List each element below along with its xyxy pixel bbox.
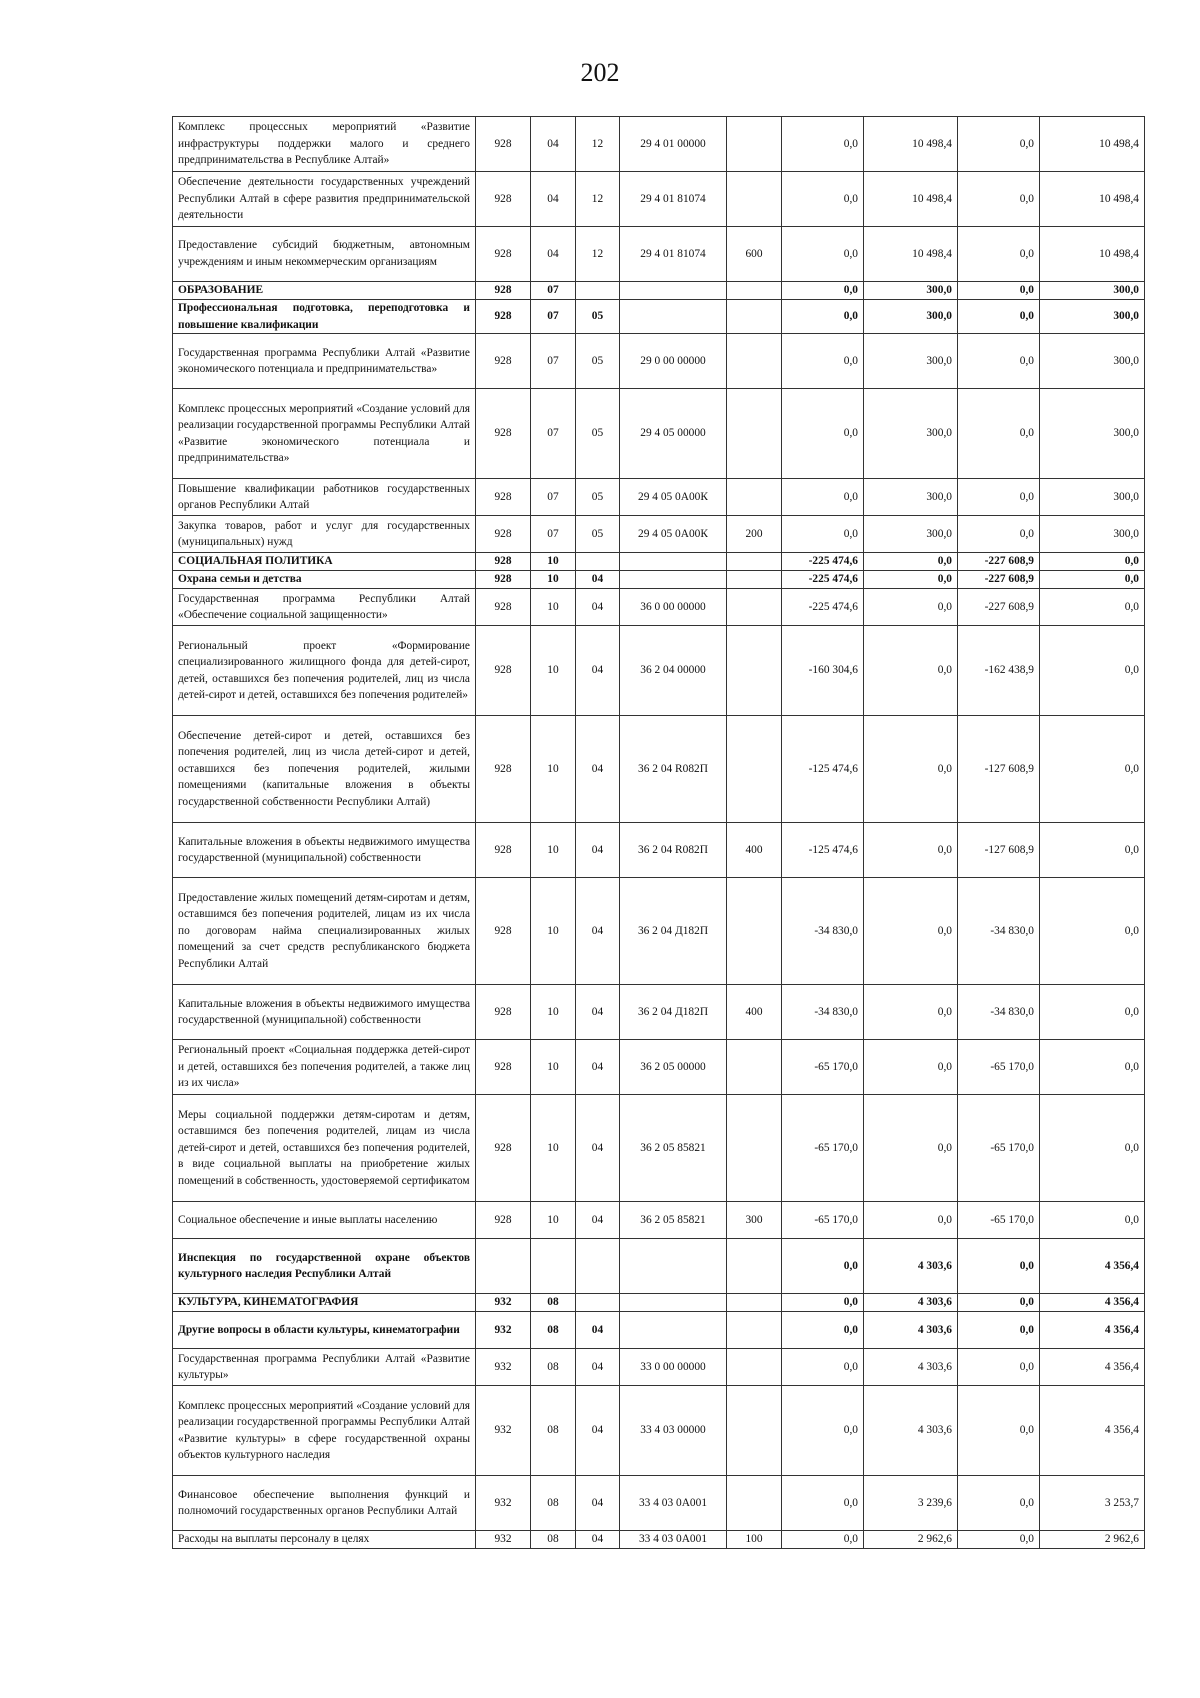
row-amount-4: 0,0 bbox=[1040, 553, 1145, 571]
row-razdel: 08 bbox=[531, 1531, 576, 1549]
row-target-article: 33 4 03 00000 bbox=[620, 1386, 727, 1476]
row-target-article bbox=[620, 1294, 727, 1312]
row-podrazdel: 04 bbox=[576, 716, 620, 823]
row-amount-4: 4 356,4 bbox=[1040, 1312, 1145, 1349]
table-row bbox=[173, 1095, 1145, 1202]
row-expense-type bbox=[727, 878, 782, 985]
row-amount-4: 0,0 bbox=[1040, 589, 1145, 626]
row-razdel: 07 bbox=[531, 300, 576, 334]
row-amount-1: 0,0 bbox=[782, 389, 864, 479]
row-amount-3: -127 608,9 bbox=[958, 823, 1040, 878]
row-target-article bbox=[620, 300, 727, 334]
row-expense-type bbox=[727, 117, 782, 172]
row-glava: 928 bbox=[476, 1202, 531, 1239]
row-expense-type: 600 bbox=[727, 227, 782, 282]
row-expense-type bbox=[727, 334, 782, 389]
row-glava: 928 bbox=[476, 389, 531, 479]
row-glava: 928 bbox=[476, 1095, 531, 1202]
row-razdel: 10 bbox=[531, 553, 576, 571]
row-expense-type bbox=[727, 1040, 782, 1095]
row-amount-3: 0,0 bbox=[958, 1349, 1040, 1386]
row-amount-1: 0,0 bbox=[782, 1294, 864, 1312]
row-amount-4: 300,0 bbox=[1040, 282, 1145, 300]
row-amount-2: 2 962,6 bbox=[864, 1531, 958, 1549]
row-target-article bbox=[620, 282, 727, 300]
row-razdel: 10 bbox=[531, 1202, 576, 1239]
row-podrazdel: 12 bbox=[576, 227, 620, 282]
row-amount-1: 0,0 bbox=[782, 172, 864, 227]
row-razdel: 04 bbox=[531, 172, 576, 227]
row-name: Расходы на выплаты персоналу в целях bbox=[173, 1531, 476, 1549]
row-expense-type: 400 bbox=[727, 823, 782, 878]
row-amount-3: -34 830,0 bbox=[958, 985, 1040, 1040]
row-amount-4: 0,0 bbox=[1040, 823, 1145, 878]
row-name: Предоставление жилых помещений детям-сиротам и детям, оставшимся без попечения родителей, лицам из их числа по договорам найма специализированных жилых помещений за счет средств республиканского бюджета Республики Алтай bbox=[173, 878, 476, 985]
row-glava: 928 bbox=[476, 117, 531, 172]
row-amount-4: 300,0 bbox=[1040, 389, 1145, 479]
table-row bbox=[173, 479, 1145, 516]
row-amount-2: 300,0 bbox=[864, 300, 958, 334]
table-row bbox=[173, 1312, 1145, 1349]
budget-table bbox=[172, 116, 1145, 1549]
row-amount-3: 0,0 bbox=[958, 117, 1040, 172]
row-glava: 928 bbox=[476, 479, 531, 516]
row-podrazdel: 12 bbox=[576, 172, 620, 227]
row-target-article: 29 0 00 00000 bbox=[620, 334, 727, 389]
row-amount-1: 0,0 bbox=[782, 1239, 864, 1294]
row-expense-type bbox=[727, 282, 782, 300]
row-name: Охрана семьи и детства bbox=[173, 571, 476, 589]
row-name: Региональный проект «Формирование специализированного жилищного фонда для детей-сирот, детей, оставшихся без попечения родителей, лиц из числа детей-сирот и детей, оставшихся без попечения родителей» bbox=[173, 626, 476, 716]
row-name: Комплекс процессных мероприятий «Создание условий для реализации государственной программы Республики Алтай «Развитие культуры» в сфере государственной охраны объектов культурного наследия bbox=[173, 1386, 476, 1476]
row-expense-type bbox=[727, 716, 782, 823]
row-amount-2: 10 498,4 bbox=[864, 172, 958, 227]
table-row bbox=[173, 516, 1145, 553]
row-podrazdel: 04 bbox=[576, 626, 620, 716]
row-podrazdel: 04 bbox=[576, 1349, 620, 1386]
row-podrazdel: 04 bbox=[576, 1386, 620, 1476]
row-amount-1: -160 304,6 bbox=[782, 626, 864, 716]
row-amount-1: 0,0 bbox=[782, 282, 864, 300]
row-expense-type bbox=[727, 1294, 782, 1312]
row-expense-type bbox=[727, 571, 782, 589]
row-glava: 932 bbox=[476, 1476, 531, 1531]
row-name: Финансовое обеспечение выполнения функций и полномочий государственных органов Республики Алтай bbox=[173, 1476, 476, 1531]
row-amount-2: 300,0 bbox=[864, 282, 958, 300]
table-row bbox=[173, 334, 1145, 389]
row-podrazdel: 04 bbox=[576, 1095, 620, 1202]
row-name: Государственная программа Республики Алтай «Развитие культуры» bbox=[173, 1349, 476, 1386]
row-target-article: 29 4 05 00000 bbox=[620, 389, 727, 479]
table-row bbox=[173, 227, 1145, 282]
row-amount-3: 0,0 bbox=[958, 1239, 1040, 1294]
row-expense-type bbox=[727, 626, 782, 716]
row-expense-type: 200 bbox=[727, 516, 782, 553]
table-row bbox=[173, 282, 1145, 300]
row-target-article: 36 2 04 Д182П bbox=[620, 878, 727, 985]
row-amount-1: 0,0 bbox=[782, 117, 864, 172]
row-podrazdel: 04 bbox=[576, 1202, 620, 1239]
row-razdel: 08 bbox=[531, 1312, 576, 1349]
row-glava: 928 bbox=[476, 571, 531, 589]
row-name: Другие вопросы в области культуры, кинематографии bbox=[173, 1312, 476, 1349]
row-name: Капитальные вложения в объекты недвижимого имущества государственной (муниципальной) собственности bbox=[173, 985, 476, 1040]
row-name: Повышение квалификации работников государственных органов Республики Алтай bbox=[173, 479, 476, 516]
row-name: СОЦИАЛЬНАЯ ПОЛИТИКА bbox=[173, 553, 476, 571]
row-target-article: 36 2 04 R082П bbox=[620, 716, 727, 823]
row-podrazdel: 04 bbox=[576, 823, 620, 878]
page-number: 202 bbox=[580, 58, 620, 87]
row-name: Региональный проект «Социальная поддержка детей-сирот и детей, оставшихся без попечения родителей, а также лиц из их числа» bbox=[173, 1040, 476, 1095]
row-razdel: 08 bbox=[531, 1349, 576, 1386]
row-glava: 928 bbox=[476, 282, 531, 300]
row-amount-3: 0,0 bbox=[958, 282, 1040, 300]
row-amount-1: -125 474,6 bbox=[782, 716, 864, 823]
row-amount-2: 4 303,6 bbox=[864, 1386, 958, 1476]
row-podrazdel bbox=[576, 1239, 620, 1294]
row-amount-3: 0,0 bbox=[958, 227, 1040, 282]
table-row bbox=[173, 1040, 1145, 1095]
row-amount-3: -65 170,0 bbox=[958, 1095, 1040, 1202]
row-amount-1: -34 830,0 bbox=[782, 878, 864, 985]
table-row bbox=[173, 823, 1145, 878]
table-row bbox=[173, 716, 1145, 823]
row-amount-4: 4 356,4 bbox=[1040, 1294, 1145, 1312]
table-row bbox=[173, 589, 1145, 626]
table-row bbox=[173, 553, 1145, 571]
row-target-article bbox=[620, 1239, 727, 1294]
row-podrazdel: 04 bbox=[576, 571, 620, 589]
row-razdel: 10 bbox=[531, 823, 576, 878]
row-target-article: 36 2 04 00000 bbox=[620, 626, 727, 716]
row-amount-2: 10 498,4 bbox=[864, 227, 958, 282]
row-amount-4: 300,0 bbox=[1040, 300, 1145, 334]
row-expense-type bbox=[727, 172, 782, 227]
row-podrazdel: 04 bbox=[576, 1040, 620, 1095]
row-target-article: 29 4 01 81074 bbox=[620, 227, 727, 282]
row-glava: 932 bbox=[476, 1349, 531, 1386]
row-podrazdel: 05 bbox=[576, 389, 620, 479]
row-amount-4: 10 498,4 bbox=[1040, 172, 1145, 227]
row-amount-1: -225 474,6 bbox=[782, 553, 864, 571]
row-glava: 928 bbox=[476, 300, 531, 334]
row-amount-1: -65 170,0 bbox=[782, 1202, 864, 1239]
row-target-article: 29 4 01 00000 bbox=[620, 117, 727, 172]
row-amount-2: 0,0 bbox=[864, 716, 958, 823]
row-amount-1: 0,0 bbox=[782, 334, 864, 389]
row-amount-4: 300,0 bbox=[1040, 334, 1145, 389]
row-amount-1: -65 170,0 bbox=[782, 1095, 864, 1202]
row-glava: 932 bbox=[476, 1312, 531, 1349]
row-razdel: 07 bbox=[531, 334, 576, 389]
row-podrazdel bbox=[576, 553, 620, 571]
row-amount-2: 300,0 bbox=[864, 479, 958, 516]
row-amount-1: 0,0 bbox=[782, 300, 864, 334]
table-row bbox=[173, 172, 1145, 227]
row-amount-3: 0,0 bbox=[958, 1476, 1040, 1531]
row-amount-2: 4 303,6 bbox=[864, 1312, 958, 1349]
row-amount-2: 4 303,6 bbox=[864, 1239, 958, 1294]
row-amount-4: 0,0 bbox=[1040, 626, 1145, 716]
table-row bbox=[173, 1476, 1145, 1531]
row-razdel: 08 bbox=[531, 1386, 576, 1476]
row-amount-2: 10 498,4 bbox=[864, 117, 958, 172]
row-razdel: 10 bbox=[531, 571, 576, 589]
row-razdel: 10 bbox=[531, 985, 576, 1040]
row-amount-4: 4 356,4 bbox=[1040, 1386, 1145, 1476]
row-amount-2: 4 303,6 bbox=[864, 1294, 958, 1312]
row-name: Меры социальной поддержки детям-сиротам и детям, оставшимся без попечения родителей, лицам из числа детей-сирот и детей, оставшихся без попечения родителей, в виде социальной выплаты на приобретение жилых помещений в собственность, удостоверяемой сертификатом bbox=[173, 1095, 476, 1202]
row-amount-2: 4 303,6 bbox=[864, 1349, 958, 1386]
row-podrazdel: 04 bbox=[576, 878, 620, 985]
row-amount-3: 0,0 bbox=[958, 479, 1040, 516]
row-razdel: 04 bbox=[531, 117, 576, 172]
row-amount-3: -65 170,0 bbox=[958, 1202, 1040, 1239]
row-target-article bbox=[620, 571, 727, 589]
row-amount-1: 0,0 bbox=[782, 1312, 864, 1349]
row-glava: 928 bbox=[476, 985, 531, 1040]
row-amount-4: 3 253,7 bbox=[1040, 1476, 1145, 1531]
row-target-article bbox=[620, 1312, 727, 1349]
row-amount-4: 10 498,4 bbox=[1040, 117, 1145, 172]
row-amount-2: 0,0 bbox=[864, 1040, 958, 1095]
row-podrazdel: 04 bbox=[576, 1476, 620, 1531]
row-expense-type: 400 bbox=[727, 985, 782, 1040]
row-razdel: 10 bbox=[531, 716, 576, 823]
row-amount-2: 0,0 bbox=[864, 1202, 958, 1239]
row-expense-type bbox=[727, 1239, 782, 1294]
row-expense-type bbox=[727, 389, 782, 479]
row-podrazdel: 12 bbox=[576, 117, 620, 172]
row-amount-1: -65 170,0 bbox=[782, 1040, 864, 1095]
row-amount-3: -65 170,0 bbox=[958, 1040, 1040, 1095]
row-amount-1: -125 474,6 bbox=[782, 823, 864, 878]
row-name: ОБРАЗОВАНИЕ bbox=[173, 282, 476, 300]
row-amount-4: 0,0 bbox=[1040, 571, 1145, 589]
row-target-article: 36 2 04 R082П bbox=[620, 823, 727, 878]
row-target-article: 29 4 01 81074 bbox=[620, 172, 727, 227]
row-podrazdel: 05 bbox=[576, 300, 620, 334]
row-name: Социальное обеспечение и иные выплаты населению bbox=[173, 1202, 476, 1239]
row-glava: 932 bbox=[476, 1294, 531, 1312]
row-expense-type: 100 bbox=[727, 1531, 782, 1549]
row-podrazdel: 04 bbox=[576, 1531, 620, 1549]
row-glava: 928 bbox=[476, 878, 531, 985]
row-razdel: 07 bbox=[531, 516, 576, 553]
row-amount-1: 0,0 bbox=[782, 1349, 864, 1386]
row-amount-4: 2 962,6 bbox=[1040, 1531, 1145, 1549]
row-razdel: 07 bbox=[531, 389, 576, 479]
row-amount-4: 0,0 bbox=[1040, 1095, 1145, 1202]
table-row bbox=[173, 300, 1145, 334]
row-amount-1: -225 474,6 bbox=[782, 589, 864, 626]
row-amount-3: 0,0 bbox=[958, 516, 1040, 553]
row-amount-4: 0,0 bbox=[1040, 985, 1145, 1040]
row-glava: 928 bbox=[476, 334, 531, 389]
row-glava: 928 bbox=[476, 823, 531, 878]
row-amount-4: 300,0 bbox=[1040, 479, 1145, 516]
row-expense-type bbox=[727, 479, 782, 516]
row-amount-4: 10 498,4 bbox=[1040, 227, 1145, 282]
row-amount-4: 0,0 bbox=[1040, 1040, 1145, 1095]
row-amount-4: 300,0 bbox=[1040, 516, 1145, 553]
row-name: Комплекс процессных мероприятий «Создание условий для реализации государственной программы Республики Алтай «Развитие экономического потенциала и предпринимательства» bbox=[173, 389, 476, 479]
row-amount-2: 0,0 bbox=[864, 1095, 958, 1202]
row-target-article: 29 4 05 0А00К bbox=[620, 516, 727, 553]
table-row bbox=[173, 878, 1145, 985]
row-target-article: 33 0 00 00000 bbox=[620, 1349, 727, 1386]
table-row bbox=[173, 389, 1145, 479]
row-name: Комплекс процессных мероприятий «Развитие инфраструктуры поддержки малого и среднего предпринимательства в Республике Алтай» bbox=[173, 117, 476, 172]
row-razdel: 10 bbox=[531, 626, 576, 716]
row-podrazdel: 04 bbox=[576, 985, 620, 1040]
row-razdel: 10 bbox=[531, 878, 576, 985]
row-amount-4: 4 356,4 bbox=[1040, 1349, 1145, 1386]
row-name: Закупка товаров, работ и услуг для государственных (муниципальных) нужд bbox=[173, 516, 476, 553]
table-row bbox=[173, 571, 1145, 589]
row-glava bbox=[476, 1239, 531, 1294]
row-name: Предоставление субсидий бюджетным, автономным учреждениям и иным некоммерческим организациям bbox=[173, 227, 476, 282]
row-amount-1: -225 474,6 bbox=[782, 571, 864, 589]
row-podrazdel: 05 bbox=[576, 516, 620, 553]
row-expense-type bbox=[727, 1476, 782, 1531]
row-amount-3: 0,0 bbox=[958, 334, 1040, 389]
row-target-article: 36 2 04 Д182П bbox=[620, 985, 727, 1040]
row-amount-3: 0,0 bbox=[958, 1386, 1040, 1476]
row-amount-1: 0,0 bbox=[782, 1531, 864, 1549]
row-expense-type bbox=[727, 300, 782, 334]
row-target-article: 33 4 03 0А001 bbox=[620, 1531, 727, 1549]
row-amount-3: 0,0 bbox=[958, 172, 1040, 227]
row-glava: 928 bbox=[476, 716, 531, 823]
table-row bbox=[173, 985, 1145, 1040]
row-razdel: 07 bbox=[531, 479, 576, 516]
row-amount-1: 0,0 bbox=[782, 516, 864, 553]
row-amount-1: -34 830,0 bbox=[782, 985, 864, 1040]
row-name: Обеспечение детей-сирот и детей, оставшихся без попечения родителей, лиц из числа детей-сирот и детей, оставшихся без попечения родителей, жилыми помещениями (капитальные вложения в объекты государственной собственности Республики Алтай) bbox=[173, 716, 476, 823]
row-amount-1: 0,0 bbox=[782, 1476, 864, 1531]
row-amount-2: 300,0 bbox=[864, 334, 958, 389]
row-razdel: 04 bbox=[531, 227, 576, 282]
row-amount-4: 0,0 bbox=[1040, 1202, 1145, 1239]
row-amount-2: 0,0 bbox=[864, 571, 958, 589]
row-expense-type bbox=[727, 1349, 782, 1386]
row-razdel bbox=[531, 1239, 576, 1294]
row-amount-1: 0,0 bbox=[782, 227, 864, 282]
row-target-article bbox=[620, 553, 727, 571]
row-name: Государственная программа Республики Алтай «Обеспечение социальной защищенности» bbox=[173, 589, 476, 626]
row-amount-3: -227 608,9 bbox=[958, 553, 1040, 571]
row-name: Капитальные вложения в объекты недвижимого имущества государственной (муниципальной) собственности bbox=[173, 823, 476, 878]
row-expense-type bbox=[727, 553, 782, 571]
table-row bbox=[173, 1239, 1145, 1294]
row-razdel: 08 bbox=[531, 1476, 576, 1531]
row-amount-3: -34 830,0 bbox=[958, 878, 1040, 985]
row-amount-3: 0,0 bbox=[958, 389, 1040, 479]
row-expense-type bbox=[727, 1386, 782, 1476]
row-name: Профессиональная подготовка, переподготовка и повышение квалификации bbox=[173, 300, 476, 334]
row-amount-2: 300,0 bbox=[864, 516, 958, 553]
row-amount-3: -227 608,9 bbox=[958, 571, 1040, 589]
table-row bbox=[173, 626, 1145, 716]
row-amount-3: -162 438,9 bbox=[958, 626, 1040, 716]
row-amount-3: 0,0 bbox=[958, 1312, 1040, 1349]
row-expense-type bbox=[727, 1095, 782, 1202]
row-glava: 928 bbox=[476, 1040, 531, 1095]
row-amount-2: 0,0 bbox=[864, 878, 958, 985]
row-amount-4: 4 356,4 bbox=[1040, 1239, 1145, 1294]
row-glava: 928 bbox=[476, 626, 531, 716]
row-amount-2: 0,0 bbox=[864, 985, 958, 1040]
row-name: Государственная программа Республики Алтай «Развитие экономического потенциала и предпринимательства» bbox=[173, 334, 476, 389]
row-name: КУЛЬТУРА, КИНЕМАТОГРАФИЯ bbox=[173, 1294, 476, 1312]
row-podrazdel: 05 bbox=[576, 334, 620, 389]
row-glava: 928 bbox=[476, 589, 531, 626]
row-amount-2: 0,0 bbox=[864, 589, 958, 626]
row-glava: 928 bbox=[476, 172, 531, 227]
row-expense-type: 300 bbox=[727, 1202, 782, 1239]
row-amount-4: 0,0 bbox=[1040, 878, 1145, 985]
row-amount-2: 300,0 bbox=[864, 389, 958, 479]
row-target-article: 29 4 05 0А00К bbox=[620, 479, 727, 516]
row-target-article: 33 4 03 0А001 bbox=[620, 1476, 727, 1531]
row-amount-3: -127 608,9 bbox=[958, 716, 1040, 823]
row-amount-3: -227 608,9 bbox=[958, 589, 1040, 626]
table-row bbox=[173, 1349, 1145, 1386]
table-row bbox=[173, 1294, 1145, 1312]
row-amount-2: 0,0 bbox=[864, 823, 958, 878]
row-amount-2: 0,0 bbox=[864, 553, 958, 571]
table-row bbox=[173, 1531, 1145, 1549]
table-row bbox=[173, 117, 1145, 172]
row-target-article: 36 0 00 00000 bbox=[620, 589, 727, 626]
row-amount-3: 0,0 bbox=[958, 1531, 1040, 1549]
row-razdel: 10 bbox=[531, 1040, 576, 1095]
row-glava: 928 bbox=[476, 516, 531, 553]
row-glava: 928 bbox=[476, 553, 531, 571]
table-row bbox=[173, 1386, 1145, 1476]
row-amount-2: 3 239,6 bbox=[864, 1476, 958, 1531]
row-amount-3: 0,0 bbox=[958, 300, 1040, 334]
row-amount-1: 0,0 bbox=[782, 479, 864, 516]
row-name: Инспекция по государственной охране объектов культурного наследия Республики Алтай bbox=[173, 1239, 476, 1294]
row-glava: 928 bbox=[476, 227, 531, 282]
row-podrazdel bbox=[576, 282, 620, 300]
row-glava: 932 bbox=[476, 1386, 531, 1476]
row-target-article: 36 2 05 85821 bbox=[620, 1202, 727, 1239]
row-podrazdel bbox=[576, 1294, 620, 1312]
row-amount-3: 0,0 bbox=[958, 1294, 1040, 1312]
row-name: Обеспечение деятельности государственных учреждений Республики Алтай в сфере развития предпринимательской деятельности bbox=[173, 172, 476, 227]
row-razdel: 08 bbox=[531, 1294, 576, 1312]
row-expense-type bbox=[727, 1312, 782, 1349]
row-target-article: 36 2 05 85821 bbox=[620, 1095, 727, 1202]
row-glava: 932 bbox=[476, 1531, 531, 1549]
row-podrazdel: 04 bbox=[576, 1312, 620, 1349]
row-amount-1: 0,0 bbox=[782, 1386, 864, 1476]
row-expense-type bbox=[727, 589, 782, 626]
row-podrazdel: 05 bbox=[576, 479, 620, 516]
table-row bbox=[173, 1202, 1145, 1239]
row-amount-4: 0,0 bbox=[1040, 716, 1145, 823]
row-razdel: 10 bbox=[531, 589, 576, 626]
row-razdel: 10 bbox=[531, 1095, 576, 1202]
row-razdel: 07 bbox=[531, 282, 576, 300]
row-podrazdel: 04 bbox=[576, 589, 620, 626]
row-target-article: 36 2 05 00000 bbox=[620, 1040, 727, 1095]
row-amount-2: 0,0 bbox=[864, 626, 958, 716]
